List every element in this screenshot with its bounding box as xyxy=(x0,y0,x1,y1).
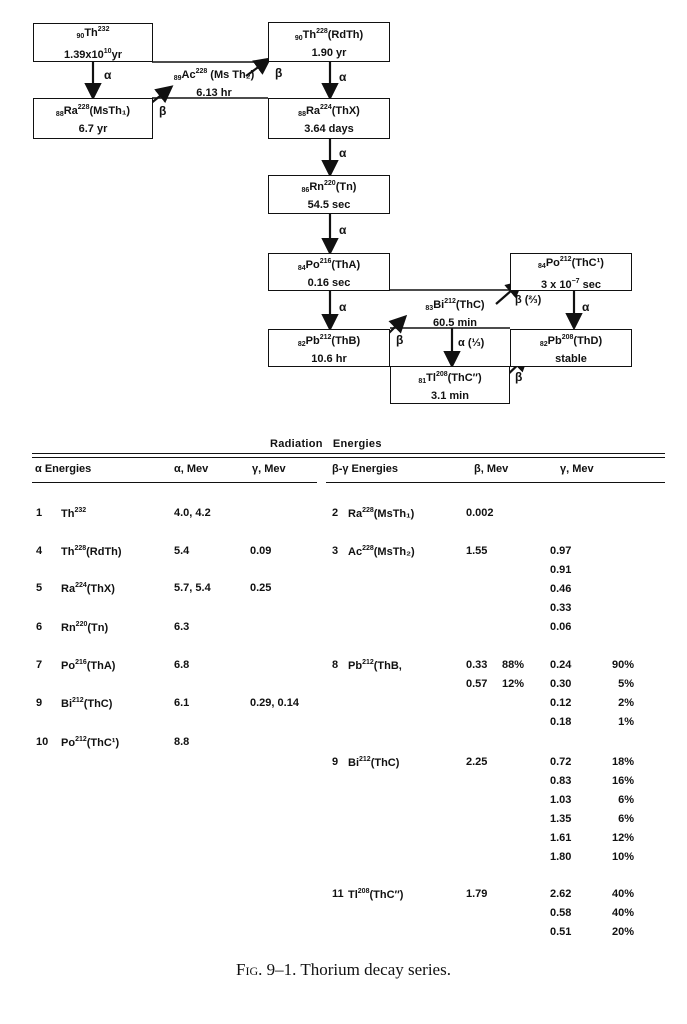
beta-row-gamma-mev: 2.62 xyxy=(550,888,572,900)
node-bi212: $_{83}Bi^{212}(ThC)$ 60.5 min xyxy=(425,298,485,329)
alpha-one-third-label: α (⅓) xyxy=(458,337,485,349)
beta-row-nuclide: Pb$^{212}$(ThB, xyxy=(348,659,402,672)
alpha-row-nuclide: Ra$^{224}$(ThX) xyxy=(61,582,115,595)
beta-row-gamma-mev: 0.51 xyxy=(550,926,572,938)
beta-row-gamma-pct: 90% xyxy=(611,659,634,671)
beta-row-gamma-mev: 1.03 xyxy=(550,794,572,806)
header-alpha-mev: α, Mev xyxy=(174,463,209,475)
beta-row-beta-mev: 1.55 xyxy=(466,545,488,557)
beta-row-beta-mev: 0.002 xyxy=(466,507,494,519)
beta-row-gamma-mev: 0.30 xyxy=(550,678,572,690)
beta-row-gamma-mev: 0.33 xyxy=(550,602,572,614)
alpha-row-gamma-mev: 0.25 xyxy=(250,582,272,594)
alpha-row-nuclide: Th$^{228}$(RdTh) xyxy=(61,545,122,558)
alpha-row-alpha-mev: 5.4 xyxy=(174,545,190,557)
alpha-row-nuclide: Bi$^{212}$(ThC) xyxy=(61,697,113,710)
alpha-label: α xyxy=(582,300,590,314)
beta-row-gamma-pct: 10% xyxy=(611,851,634,863)
node-tl208: $_{81}Tl^{208}(ThC'')$ 3.1 min xyxy=(390,366,510,404)
alpha-row-gamma-mev: 0.29, 0.14 xyxy=(250,697,299,709)
beta-row-number: 2 xyxy=(332,507,339,519)
table-rule-top xyxy=(32,453,665,454)
node-th232: $_{90}Th^{232}$ $1.39x10^{10}yr$ xyxy=(33,23,153,62)
alpha-row-nuclide: Th$^{232}$ xyxy=(61,507,87,520)
node-pb208: $_{82}Pb^{208}(ThD)$ stable xyxy=(510,329,632,367)
beta-row-gamma-pct: 12% xyxy=(611,832,634,844)
beta-row-gamma-mev: 0.06 xyxy=(550,621,572,633)
beta-row-gamma-pct: 16% xyxy=(611,775,634,787)
beta-row-gamma-mev: 0.24 xyxy=(550,659,572,671)
alpha-row-nuclide: Po$^{212}$(ThC¹) xyxy=(61,736,120,749)
beta-row-beta-mev: 1.79 xyxy=(466,888,488,900)
beta-row-gamma-mev: 0.46 xyxy=(550,583,572,595)
beta-row-gamma-pct: 20% xyxy=(611,926,634,938)
beta-row-number: 3 xyxy=(332,545,339,557)
beta-row-number: 8 xyxy=(332,659,339,671)
node-po216: $_{84}Po^{216}(ThA)$ 0.16 sec xyxy=(268,253,390,291)
table-header-rule xyxy=(326,482,665,483)
beta-row-gamma-pct: 1% xyxy=(618,716,634,728)
node-pb212: $_{82}Pb^{212}(ThB)$ 10.6 hr xyxy=(268,329,390,367)
node-ra228: $_{88}Ra^{228}(MsTh_1)$ 6.7 yr xyxy=(33,98,153,139)
beta-label: β xyxy=(396,333,404,347)
figure-caption: Fig. 9–1. Thorium decay series. xyxy=(236,960,451,979)
alpha-row-nuclide: Po$^{216}$(ThA) xyxy=(61,659,116,672)
alpha-row-number: 6 xyxy=(36,621,43,633)
beta-row-number: 9 xyxy=(332,756,339,768)
table-rule-top2 xyxy=(32,457,665,458)
beta-row-gamma-mev: 0.83 xyxy=(550,775,572,787)
table-title: Radiation Energies xyxy=(270,438,382,450)
beta-row-gamma-pct: 18% xyxy=(611,756,634,768)
beta-row-gamma-mev: 0.72 xyxy=(550,756,572,768)
node-th228: $_{90}Th^{228}(RdTh)$ 1.90 yr xyxy=(268,22,390,62)
alpha-row-alpha-mev: 6.3 xyxy=(174,621,190,633)
alpha-label: α xyxy=(339,223,347,237)
header-gamma-mev-left: γ, Mev xyxy=(252,463,286,475)
header-beta-mev: β, Mev xyxy=(474,463,509,475)
beta-row-beta-mev: 0.57 xyxy=(466,678,488,690)
beta-row-gamma-mev: 0.12 xyxy=(550,697,572,709)
beta-row-nuclide: Bi$^{212}$(ThC) xyxy=(348,756,400,769)
alpha-label: α xyxy=(104,68,112,82)
alpha-row-alpha-mev: 6.1 xyxy=(174,697,190,709)
header-beta-gamma-energies: β-γ Energies xyxy=(332,463,399,475)
beta-row-gamma-mev: 0.58 xyxy=(550,907,572,919)
alpha-row-number: 1 xyxy=(36,507,43,519)
alpha-label: α xyxy=(339,146,347,160)
beta-row-nuclide: Ra$^{228}$(MsTh₁) xyxy=(348,507,415,520)
beta-row-gamma-mev: 0.18 xyxy=(550,716,572,728)
alpha-row-number: 9 xyxy=(36,697,43,709)
alpha-row-alpha-mev: 6.8 xyxy=(174,659,190,671)
node-ra224: $_{88}Ra^{224}(ThX)$ 3.64 days xyxy=(268,98,390,139)
alpha-row-gamma-mev: 0.09 xyxy=(250,545,272,557)
alpha-row-number: 4 xyxy=(36,545,43,557)
alpha-row-number: 10 xyxy=(36,736,49,748)
beta-row-gamma-pct: 40% xyxy=(611,907,634,919)
beta-row-beta-mev: 2.25 xyxy=(466,756,488,768)
beta-label: β xyxy=(275,66,283,80)
beta-two-thirds-label: β (⅔) xyxy=(515,294,542,306)
alpha-row-number: 5 xyxy=(36,582,43,594)
alpha-row-nuclide: Rn$^{220}$(Tn) xyxy=(61,621,109,634)
node-rn220: $_{86}Rn^{220}(Tn)$ 54.5 sec xyxy=(268,175,390,214)
beta-row-gamma-mev: 1.80 xyxy=(550,851,572,863)
header-gamma-mev-right: γ, Mev xyxy=(560,463,594,475)
beta-row-gamma-pct: 6% xyxy=(618,813,634,825)
node-po212: $_{84}Po^{212}(ThC^1)$ 3 x $10^{-7}$ sec xyxy=(510,253,632,291)
header-alpha-energies: α Energies xyxy=(35,463,92,475)
beta-label: β xyxy=(515,370,523,384)
alpha-row-alpha-mev: 8.8 xyxy=(174,736,190,748)
beta-row-beta-pct: 88% xyxy=(502,659,525,671)
beta-label: β xyxy=(159,104,167,118)
beta-row-gamma-mev: 1.61 xyxy=(550,832,572,844)
beta-row-gamma-mev: 0.91 xyxy=(550,564,572,576)
alpha-row-alpha-mev: 4.0, 4.2 xyxy=(174,507,211,519)
alpha-label: α xyxy=(339,70,347,84)
alpha-label: α xyxy=(339,300,347,314)
beta-row-gamma-mev: 1.35 xyxy=(550,813,572,825)
beta-row-gamma-pct: 2% xyxy=(618,697,634,709)
beta-row-gamma-pct: 5% xyxy=(618,678,634,690)
beta-row-beta-pct: 12% xyxy=(502,678,525,690)
node-ac228: $_{89}Ac^{228}$ (Ms Th₂) 6.13 hr xyxy=(173,68,255,99)
beta-row-nuclide: Ac$^{228}$(MsTh₂) xyxy=(348,545,415,558)
beta-row-gamma-pct: 6% xyxy=(618,794,634,806)
beta-row-nuclide: Tl$^{208}$(ThC″) xyxy=(348,888,404,901)
table-header-rule xyxy=(32,482,317,483)
beta-row-beta-mev: 0.33 xyxy=(466,659,488,671)
beta-row-gamma-pct: 40% xyxy=(611,888,634,900)
alpha-row-number: 7 xyxy=(36,659,43,671)
beta-row-number: 11 xyxy=(332,888,344,900)
alpha-row-alpha-mev: 5.7, 5.4 xyxy=(174,582,211,594)
beta-row-gamma-mev: 0.97 xyxy=(550,545,572,557)
